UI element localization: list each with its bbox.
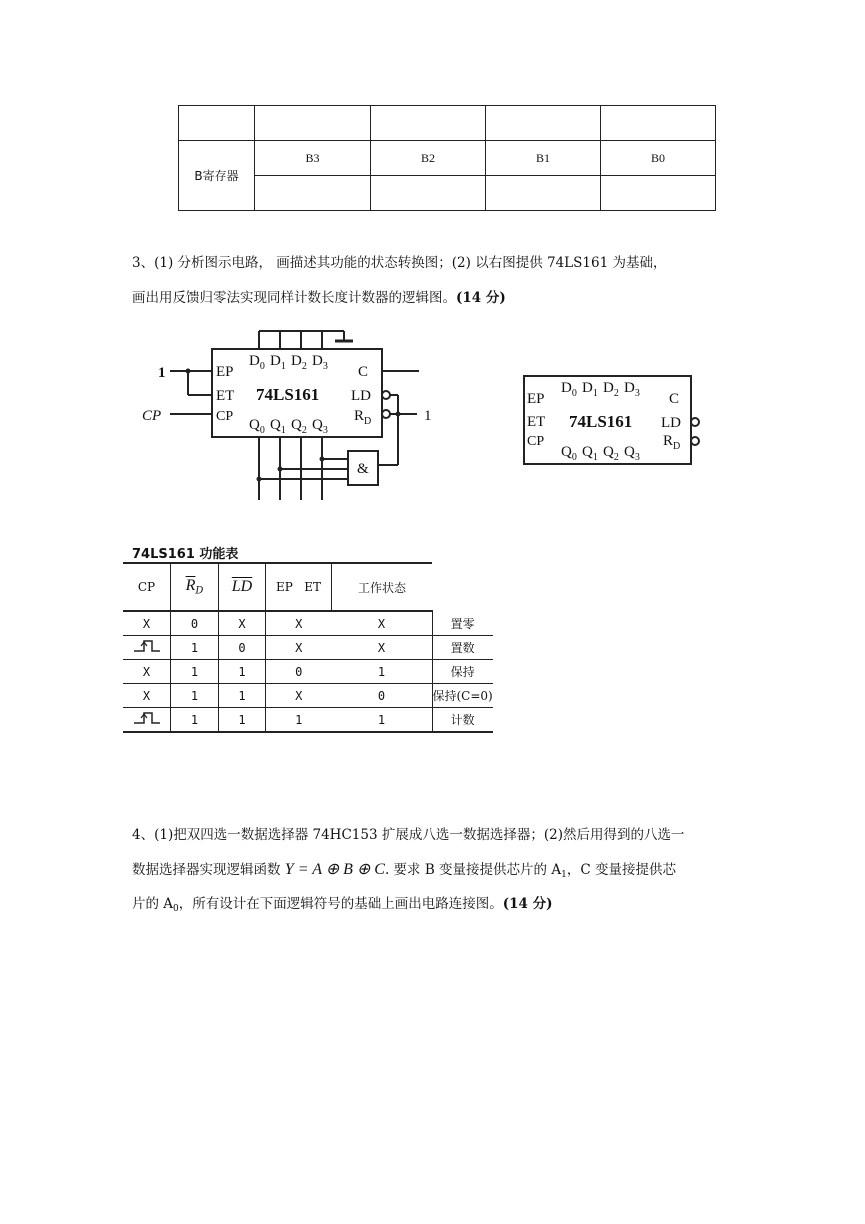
pin-ep: EP: [216, 364, 234, 380]
circuit-left: [140, 325, 440, 505]
rising-edge-icon: [123, 636, 171, 660]
reg-cell: [255, 176, 371, 211]
q4-line1: 4、(1)把双四选一数据选择器 74HC153 扩展成八选一数据选择器；(2)然后用得到的八选一: [132, 827, 685, 843]
q3-points: (14 分): [456, 290, 506, 306]
chip-name: 74LS161: [256, 385, 320, 404]
pin-q1: $Q_1$: [270, 417, 286, 436]
hdr-ld: $\overline{LD}$: [219, 563, 266, 611]
table-cell: 1: [171, 708, 219, 733]
reg-cell: [371, 106, 486, 141]
table-cell: X: [123, 684, 171, 708]
pin-d2: $D_2$: [291, 353, 307, 372]
q4-line3: 片的 $A_0$，所有设计在下面逻辑符号的基础上画出电路连接图。(14 分): [132, 896, 553, 914]
pin-q0: $Q_0$: [249, 417, 265, 436]
table-cell: 1: [332, 660, 433, 684]
reg-cell: [601, 106, 716, 141]
reg-cell: [486, 106, 601, 141]
table-cell: X: [332, 611, 433, 636]
reg-row-label: B寄存器: [179, 141, 255, 211]
q4-formula: Y = A ⊕ B ⊕ C: [284, 861, 385, 878]
rising-edge-icon: [123, 708, 171, 733]
pin-q3: $Q_3$: [624, 444, 640, 463]
pin-ld: LD: [351, 388, 371, 404]
function-table: [123, 562, 493, 733]
pin-q3: $Q_3$: [312, 417, 328, 436]
hdr-cp: CP: [123, 563, 171, 611]
reg-bit-b2: B2: [371, 141, 486, 176]
pin-ep-right: EP: [527, 391, 545, 407]
pin-d3: $D_3$: [624, 380, 640, 399]
gate-label: &: [357, 461, 369, 477]
pin-q1: $Q_1$: [582, 444, 598, 463]
table-row: [123, 611, 493, 636]
pin-cp: CP: [216, 409, 234, 424]
table-cell: X: [123, 611, 171, 636]
register-table: [178, 105, 716, 211]
pin-d0: $D_0$: [249, 353, 265, 372]
pin-rd: $R_D$: [354, 408, 372, 427]
pin-d1: $D_1$: [582, 380, 598, 399]
table-cell: 0: [266, 660, 332, 684]
table-cell: 保持: [432, 660, 493, 684]
table-cell: 1: [171, 660, 219, 684]
table-row: [123, 660, 493, 684]
rd-one: 1: [424, 408, 432, 424]
pin-c: C: [358, 364, 369, 380]
table-row: [123, 708, 493, 733]
table-cell: 1: [266, 708, 332, 733]
reg-bit-b3: B3: [255, 141, 371, 176]
table-cell: 0: [219, 636, 266, 660]
table-cell: 1: [219, 660, 266, 684]
pin-d3: $D_3$: [312, 353, 328, 372]
hdr-state: 工作状态: [332, 563, 433, 611]
pin-et-right: ET: [527, 414, 546, 430]
reg-cell: [255, 106, 371, 141]
table-cell: 1: [171, 684, 219, 708]
reg-cell: [371, 176, 486, 211]
reg-bit-b1: B1: [486, 141, 601, 176]
q3-line2: 画出用反馈归零法实现同样计数长度计数器的逻辑图。: [132, 290, 456, 306]
reg-cell: [486, 176, 601, 211]
input-one: 1: [158, 365, 166, 381]
q3-line2-wrap: [132, 288, 506, 308]
pin-rd-right: $R_D$: [663, 433, 681, 452]
table-row: [123, 684, 493, 708]
q4-line2: 数据选择器实现逻辑函数 Y = A ⊕ B ⊕ C. 要求 B 变量接提供芯片的 $A_1$，C 变量接提供芯: [132, 861, 676, 880]
hdr-rd: $\overline{R}_D$: [171, 563, 219, 611]
pin-c-right: C: [669, 391, 680, 407]
cp-label: CP: [142, 408, 162, 424]
reg-cell: [179, 106, 255, 141]
pin-cp-right: CP: [527, 434, 545, 449]
table-cell: 置零: [432, 611, 493, 636]
pin-d0: $D_0$: [561, 380, 577, 399]
table-cell: 1: [171, 636, 219, 660]
table-cell: 0: [332, 684, 433, 708]
pin-et: ET: [216, 388, 235, 404]
pin-q2: $Q_2$: [603, 444, 619, 463]
pin-d1: $D_1$: [270, 353, 286, 372]
circuit-right: [520, 372, 700, 468]
pin-q2: $Q_2$: [291, 417, 307, 436]
q3-line1: 3、(1) 分析图示电路， 画描述其功能的状态转换图；(2) 以右图提供 74LS161 为基础，: [132, 255, 667, 271]
reg-bit-b0: B0: [601, 141, 716, 176]
reg-cell: [601, 176, 716, 211]
table-cell: 1: [332, 708, 433, 733]
table-cell: 计数: [432, 708, 493, 733]
pin-ld-right: LD: [661, 415, 681, 431]
pin-d2: $D_2$: [603, 380, 619, 399]
q4-points: (14 分): [502, 896, 553, 912]
table-row: [123, 636, 493, 660]
chip-name-right: 74LS161: [569, 412, 633, 431]
table-cell: X: [123, 660, 171, 684]
table-cell: X: [266, 684, 332, 708]
table-cell: 保持(C=0): [432, 684, 493, 708]
table-cell: X: [266, 611, 332, 636]
table-cell: X: [219, 611, 266, 636]
hdr-ep-et: EP ET: [266, 563, 332, 611]
table-cell: X: [332, 636, 433, 660]
table-cell: 置数: [432, 636, 493, 660]
function-table-title: 74LS161 功能表: [132, 547, 239, 562]
table-cell: X: [266, 636, 332, 660]
table-cell: 0: [171, 611, 219, 636]
table-cell: 1: [219, 708, 266, 733]
pin-q0: $Q_0$: [561, 444, 577, 463]
table-cell: 1: [219, 684, 266, 708]
